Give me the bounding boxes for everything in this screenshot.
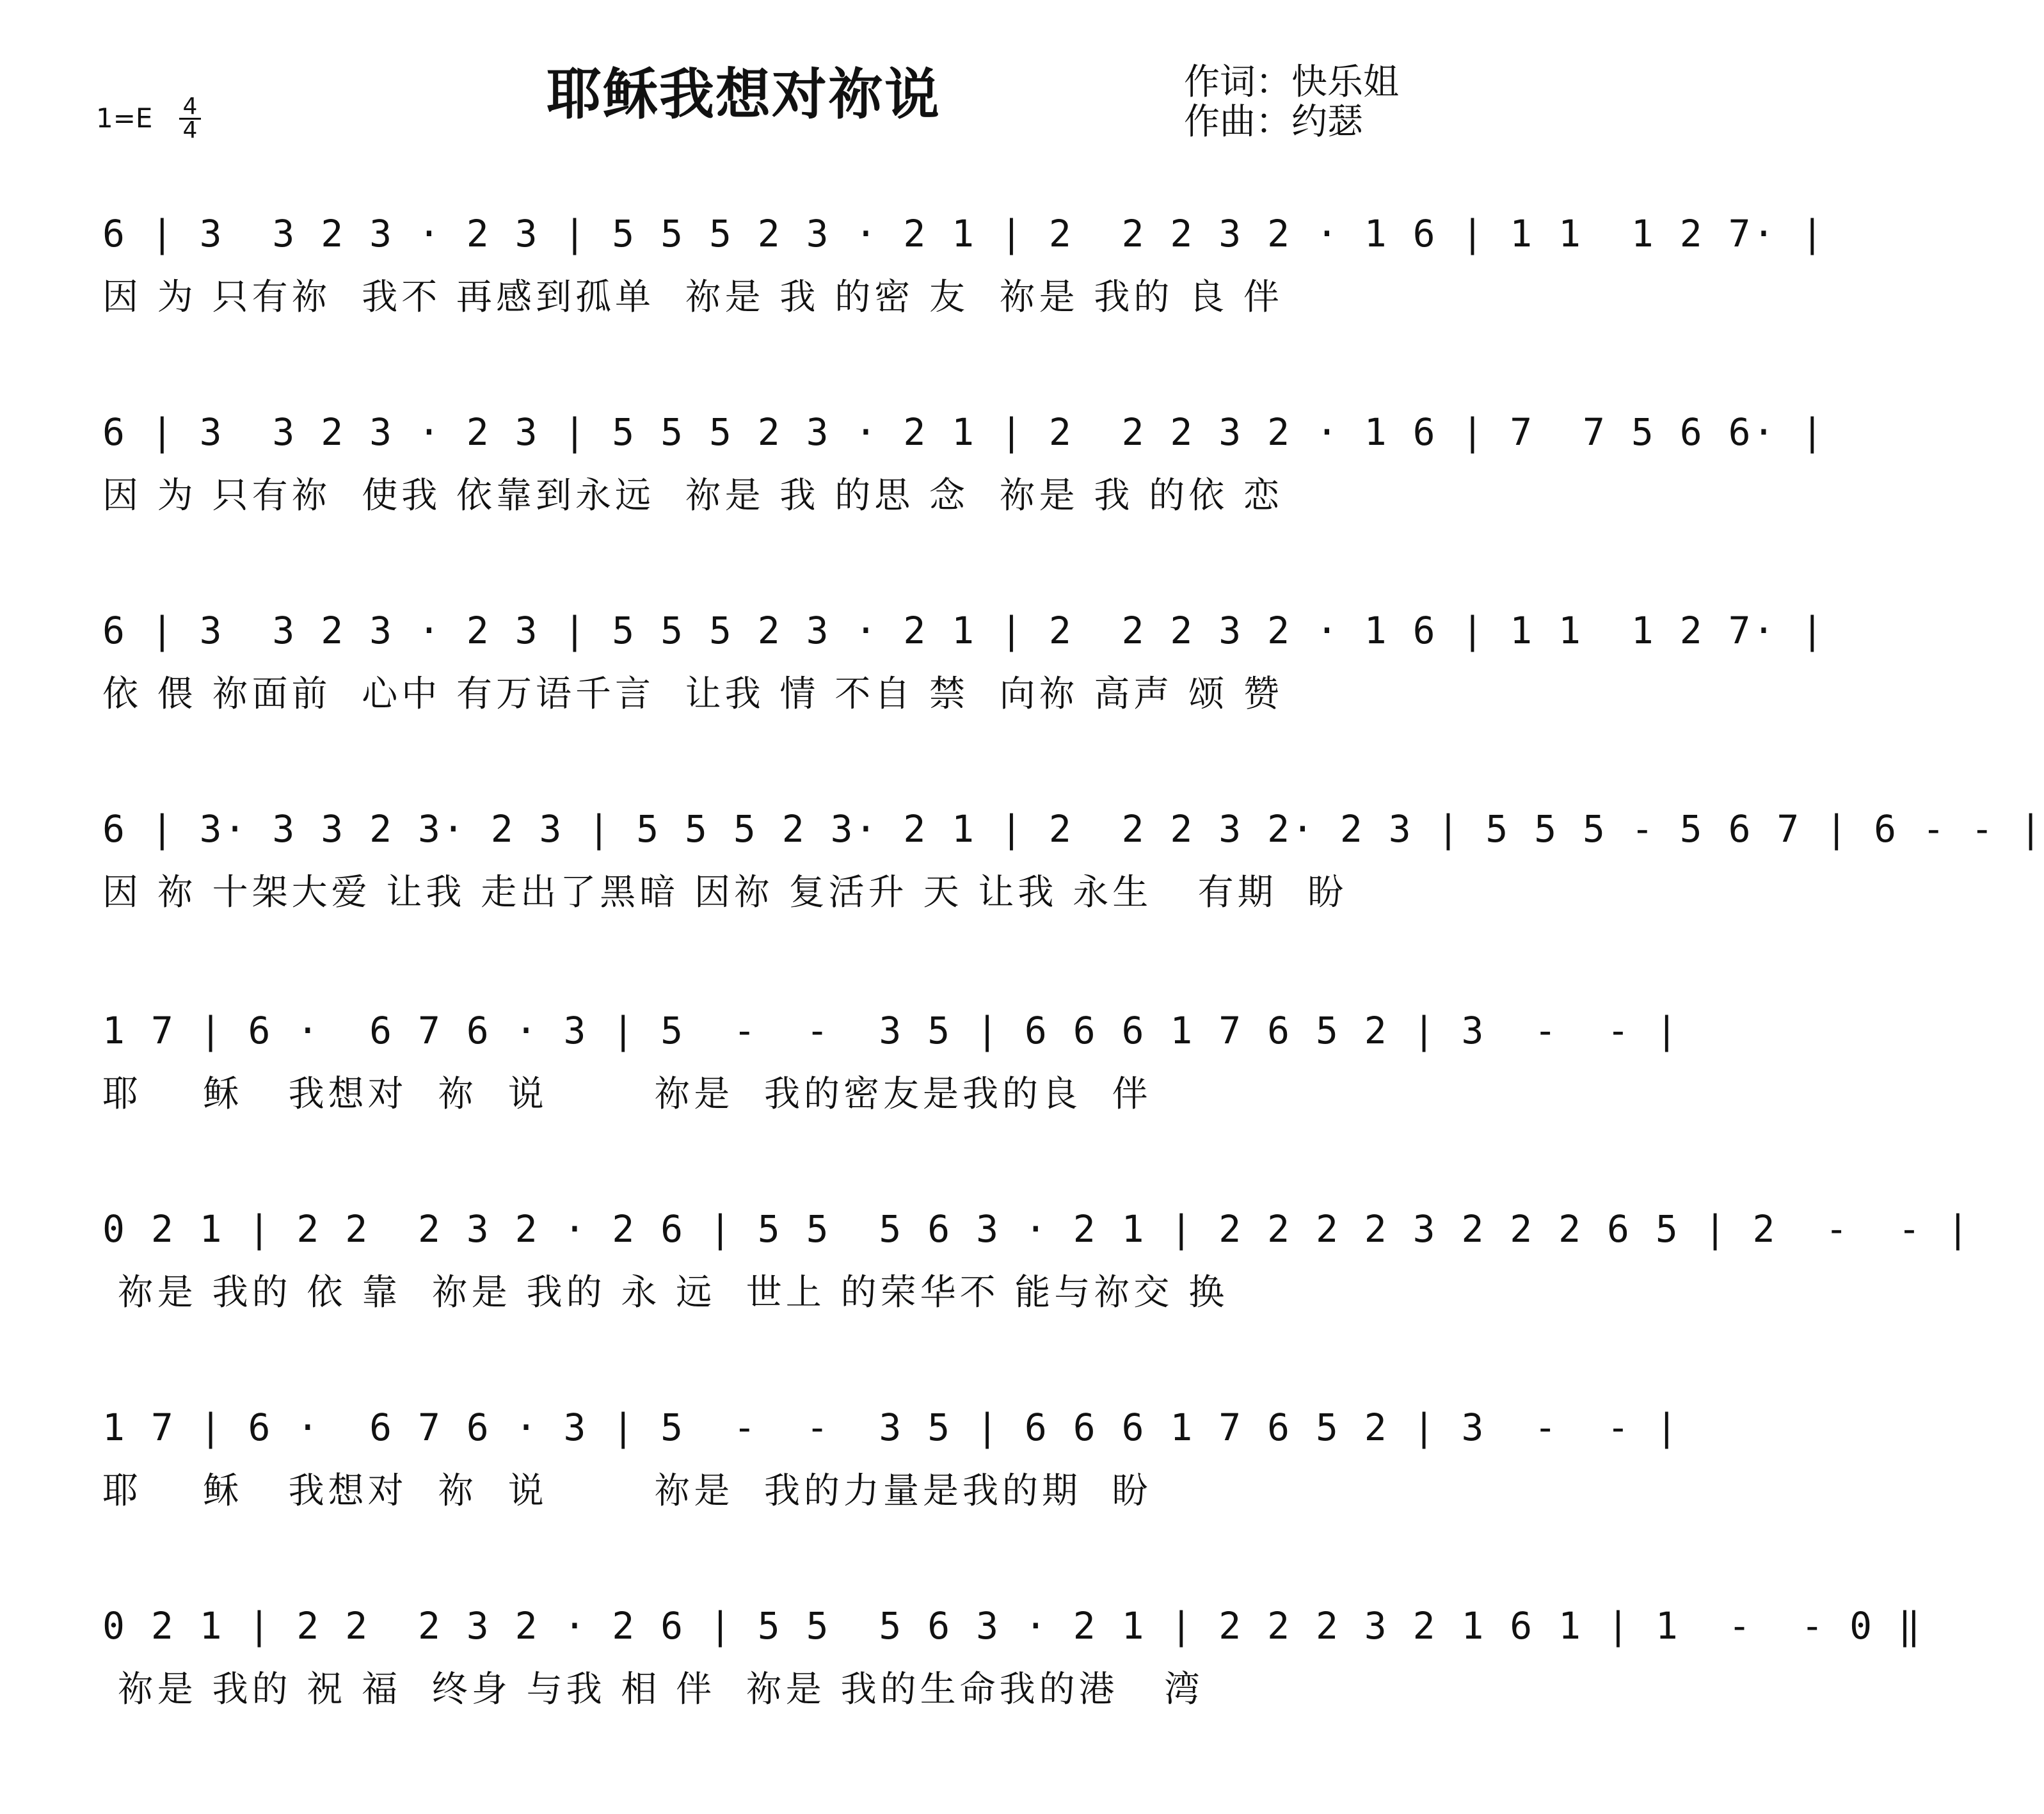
lyrics-line: 因 为 只有祢 使我 依靠到永远 祢是 我 的思 念 祢是 我 的依 恋 <box>102 475 1284 517</box>
credits <box>1184 63 1399 142</box>
music-system-7 <box>0 1399 1680 1552</box>
music-system-2 <box>0 403 1826 557</box>
key-signature: 1=E <box>96 102 153 134</box>
notation-line: 6 | 3 3 2 3 · 2 3 | 5 5 5 2 3 · 2 1 | 2 2 2 3 2 · 1 6 | 1 1 1 2 7· | <box>102 609 1826 652</box>
song-title: 耶稣我想对祢说 <box>547 63 941 127</box>
music-system-4 <box>0 800 2044 954</box>
lyrics-line: 耶 稣 我想对 祢 说 祢是 我的力量是我的期 盼 <box>102 1470 1152 1512</box>
music-system-1 <box>0 205 1826 358</box>
lyrics-line: 因 祢 十架大爱 让我 走出了黑暗 因祢 复活升 天 让我 永生 有期 盼 <box>102 872 1348 913</box>
notation-line: 0 2 1 | 2 2 2 3 2 · 2 6 | 5 5 5 6 3 · 2 1 | 2 2 2 3 2 1 6 1 | 1 - - 0 ‖ <box>102 1604 1922 1648</box>
lyrics-line: 祢是 我的 依 靠 祢是 我的 永 远 世上 的荣华不 能与祢交 换 <box>102 1272 1229 1313</box>
music-system-8 <box>0 1597 1922 1751</box>
music-system-6 <box>0 1200 1971 1354</box>
time-signature-bottom: 4 <box>182 117 198 143</box>
lyricist-credit: 作词：快乐姐 <box>1184 61 1399 103</box>
notation-line: 1 7 | 6 · 6 7 6 · 3 | 5 - - 3 5 | 6 6 6 1 7 6 5 2 | 3 - - | <box>102 1406 1680 1449</box>
lyrics-line: 耶 稣 我想对 祢 说 祢是 我的密友是我的良 伴 <box>102 1073 1152 1115</box>
lyrics-line: 祢是 我的 祝 福 终身 与我 相 伴 祢是 我的生命我的港 湾 <box>102 1669 1204 1710</box>
notation-line: 6 | 3 3 2 3 · 2 3 | 5 5 5 2 3 · 2 1 | 2 2 2 3 2 · 1 6 | 7 7 5 6 6· | <box>102 410 1826 454</box>
notation-line: 6 | 3· 3 3 2 3· 2 3 | 5 5 5 2 3· 2 1 | 2 2 2 3 2· 2 3 | 5 5 5 - 5 6 7 | 6 - - | <box>102 807 2044 851</box>
music-system-5 <box>0 1002 1680 1155</box>
composer-credit: 作曲：约瑟 <box>1184 101 1363 143</box>
music-system-3 <box>0 602 1826 755</box>
lyrics-line: 因 为 只有祢 我不 再感到孤单 祢是 我 的密 友 祢是 我的 良 伴 <box>102 277 1284 318</box>
notation-line: 6 | 3 3 2 3 · 2 3 | 5 5 5 2 3 · 2 1 | 2 2 2 3 2 · 1 6 | 1 1 1 2 7· | <box>102 212 1826 255</box>
lyrics-line: 依 偎 祢面前 心中 有万语千言 让我 情 不自 禁 向祢 高声 颂 赞 <box>102 673 1284 715</box>
time-signature <box>179 93 201 143</box>
notation-line: 0 2 1 | 2 2 2 3 2 · 2 6 | 5 5 5 6 3 · 2 1 | 2 2 2 2 3 2 2 2 6 5 | 2 - - | <box>102 1207 1971 1251</box>
time-signature-top: 4 <box>182 93 198 120</box>
notation-line: 1 7 | 6 · 6 7 6 · 3 | 5 - - 3 5 | 6 6 6 1 7 6 5 2 | 3 - - | <box>102 1009 1680 1052</box>
